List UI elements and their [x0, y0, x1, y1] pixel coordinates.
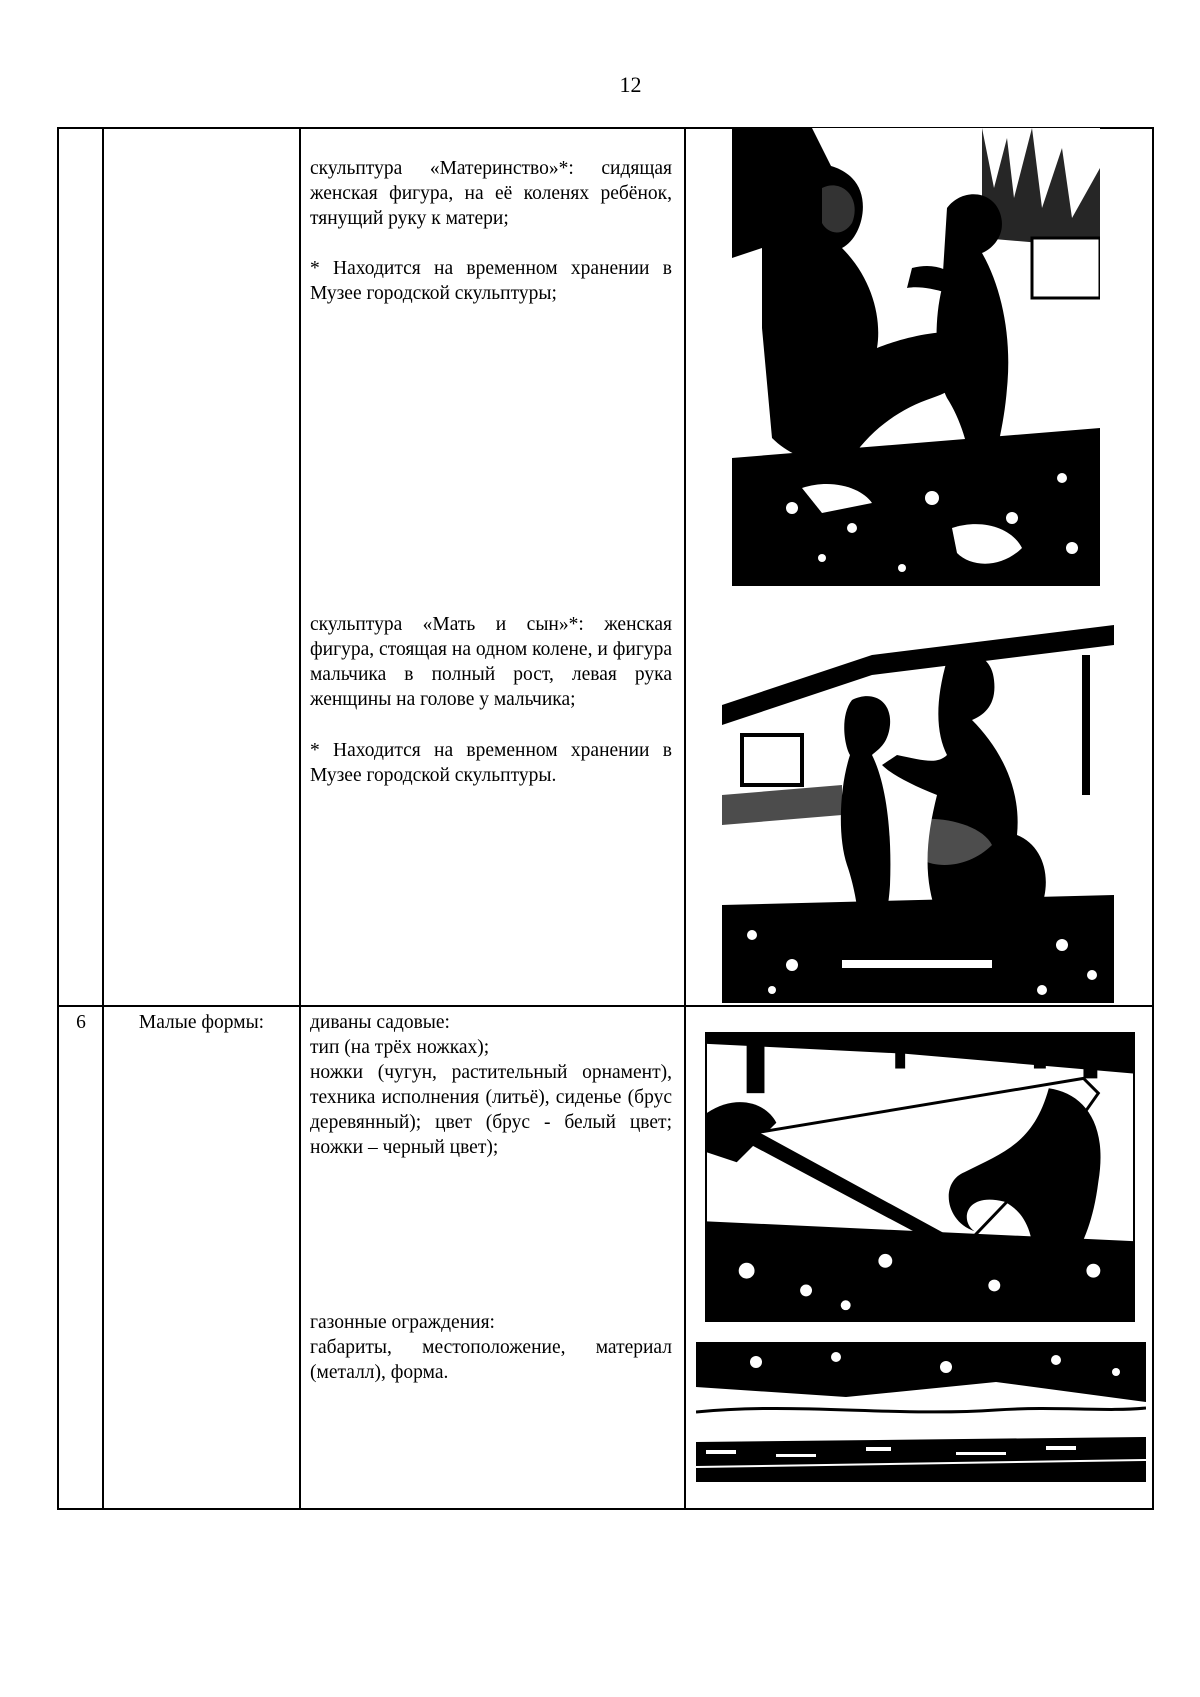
photo-lawn-fence: [696, 1342, 1146, 1482]
fence-details: габариты, местоположение, материал (металл), форма.: [310, 1337, 672, 1383]
row-number: 6: [76, 1012, 86, 1033]
page-number: 12: [619, 72, 642, 97]
photo-sculpture-maternity: [732, 128, 1100, 586]
row-divider: [57, 1005, 1154, 1007]
table-right-border: [1152, 127, 1154, 1510]
bench-type: тип (на трёх ножках);: [310, 1037, 490, 1058]
fence-heading: газонные ограждения:: [310, 1312, 495, 1333]
mother-and-son-description: скульптура «Мать и сын»*: женская фигура, стоящая на одном колене, и фигура мальчика в полный рост, левая рука женщины на голове у мальчика;: [310, 614, 672, 710]
table-bottom-border: [57, 1508, 1154, 1510]
maternity-note: * Находится на временном хранении в Музее городской скульптуры;: [310, 258, 672, 304]
maternity-description: скульптура «Материнство»*: сидящая женская фигура, на её коленях ребёнок, тянущий руку к матери;: [310, 158, 672, 229]
col-divider-2: [299, 127, 301, 1510]
bench-details: ножки (чугун, растительный орнамент), техника исполнения (литьё), сиденье (брус деревянный); цвет (брус - белый цвет; ножки – черный цвет);: [310, 1062, 672, 1158]
mother-and-son-note: * Находится на временном хранении в Музее городской скульптуры.: [310, 740, 672, 786]
table-left-border: [57, 127, 59, 1510]
row-category: Малые формы:: [138, 1012, 265, 1033]
photo-sculpture-mother-and-son: [722, 615, 1114, 1003]
col-divider-3: [684, 127, 686, 1510]
bench-heading: диваны садовые:: [310, 1012, 450, 1033]
photo-garden-bench: [705, 1032, 1135, 1322]
col-divider-1: [102, 127, 104, 1510]
